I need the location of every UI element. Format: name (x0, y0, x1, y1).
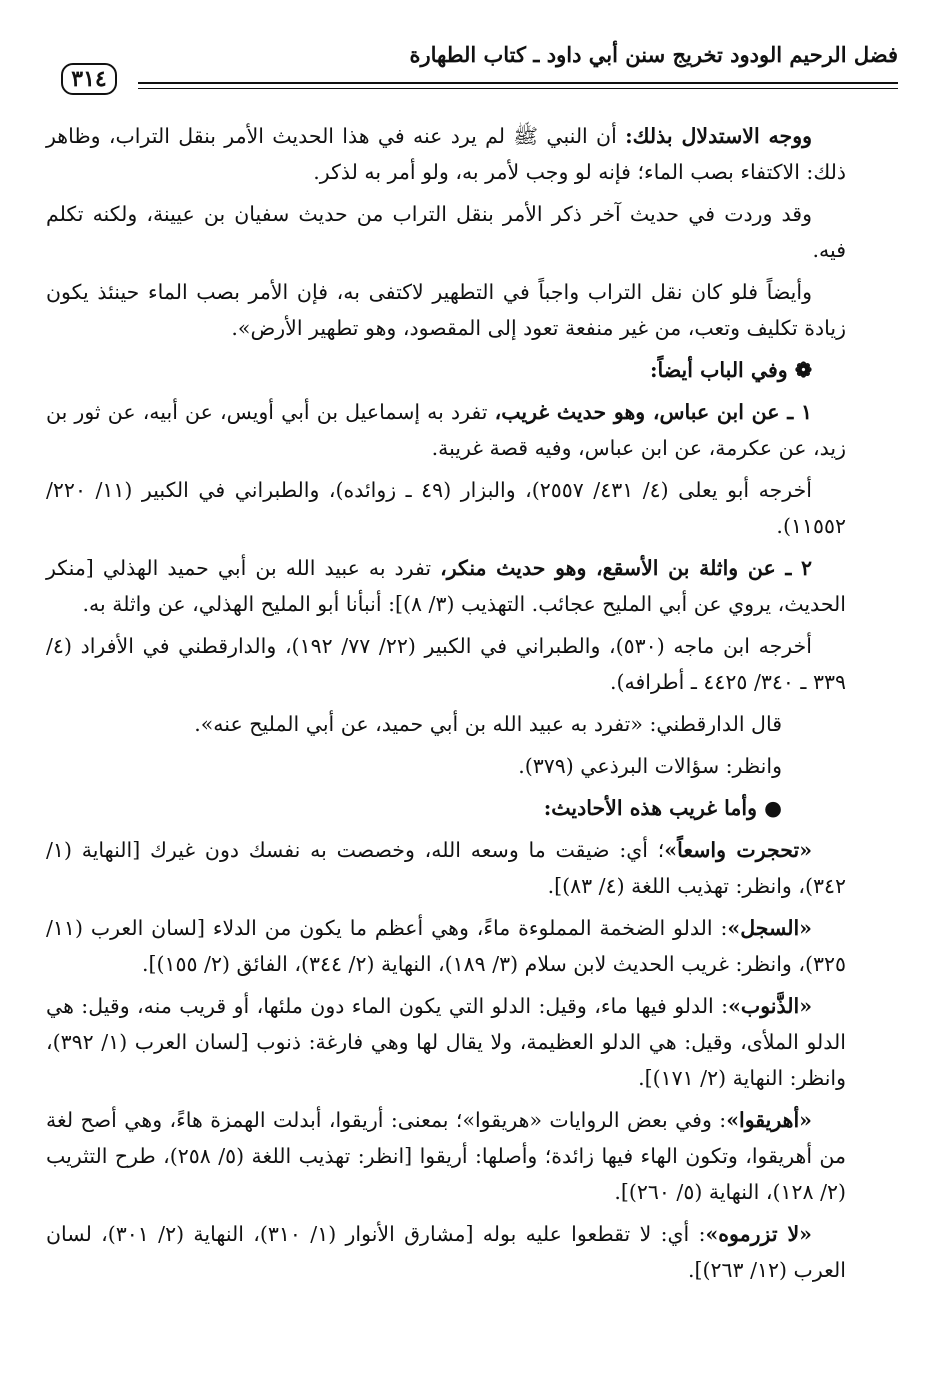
paragraph (46, 352, 846, 388)
paragraph-text: تفرد به عبيد الله بن أبي حميد الهذلي [منكر الحديث، يروي عن أبي المليح عجائب. التهذيب (٣/ ٨)]: أنبأنا أبو المليح الهذلي، عن واثلة به. (46, 556, 846, 616)
paragraph-heading: ١ ـ عن ابن عباس، وهو حديث غريب، (494, 400, 812, 424)
paragraph (46, 196, 846, 268)
page-body (46, 118, 846, 1294)
paragraph-text: تفرد به إسماعيل بن أبي أويس، عن أبيه، عن ثور بن زيد، عن عكرمة، عن ابن عباس، وفيه قصة غريبة. (46, 400, 846, 460)
paragraph-text: : الدلو فيها ماء، وقيل: الدلو التي يكون الماء دون ملئها، أو قريب منه، وقيل: هي الدلو الملأى، وقيل: هي الدلو العظيمة، ولا يقال لها وهي فارغة: ذنوب [لسان العرب (١/ ٣٩٢)، وانظر: النهاية (٢/ ١٧١)]. (46, 994, 846, 1090)
paragraph-heading: «أهريقوا» (726, 1108, 812, 1132)
paragraph-heading: ٢ ـ عن واثلة بن الأسقع، وهو حديث منكر، (440, 556, 812, 580)
paragraph (46, 1216, 846, 1288)
paragraph-text: وانظر: سؤالات البرذعي (٣٧٩). (518, 754, 782, 778)
paragraph (46, 1102, 846, 1210)
paragraph (46, 550, 846, 622)
page-header (40, 42, 898, 100)
paragraph (46, 274, 846, 346)
paragraph (46, 472, 846, 544)
paragraph (46, 832, 846, 904)
paragraph (46, 790, 782, 826)
paragraph-heading: ● وأما غريب هذه الأحاديث: (543, 796, 782, 820)
header-rule (40, 82, 898, 84)
paragraph (46, 394, 846, 466)
paragraph-text: ؛ أي: ضيقت ما وسعه الله، وخصصت به نفسك دون غيرك [النهاية (١/ ٣٤٢)، وانظر: تهذيب اللغة (٤/ ٨٣)]. (46, 838, 846, 898)
paragraph-text: : أي: لا تقطعوا عليه بوله [مشارق الأنوار (١/ ٣١٠)، النهاية (٢/ ٣٠١)، لسان العرب (١٢/ ٢٦٣)]. (46, 1222, 846, 1282)
paragraph-heading: ❁ وفي الباب أيضاً: (649, 358, 812, 382)
paragraph (46, 118, 846, 190)
header-rule-thin (40, 88, 898, 89)
paragraph-text: أخرجه ابن ماجه (٥٣٠)، والطبراني في الكبير (٢٢/ ٧٧/ ١٩٢)، والدارقطني في الأفراد (٤/ ٣٣٩ ـ ٣٤٠/ ٤٤٢٥ ـ أطرافه). (46, 634, 846, 694)
paragraph (46, 706, 782, 742)
paragraph-text: أخرجه أبو يعلى (٤/ ٤٣١/ ٢٥٥٧)، والبزار (٤٩ ـ زوائده)، والطبراني في الكبير (١١/ ٢٢٠/ ١١٥٥٢). (46, 478, 846, 538)
running-title: فضل الرحيم الودود تخريج سنن أبي داود ـ كتاب الطهارة (409, 42, 898, 67)
paragraph (46, 988, 846, 1096)
paragraph-heading: «تحجرت واسعاً» (664, 838, 813, 862)
paragraph-heading: «الذَّنوب» (728, 994, 812, 1018)
paragraph-text: وأيضاً فلو كان نقل التراب واجباً في التطهير لاكتفى به، فإن الأمر بصب الماء حينئذ يكون زيادة تكليف وتعب، من غير منفعة تعود إلى المقصود، وهو تطهير الأرض». (46, 280, 846, 340)
page-number: ٣١٤ (61, 63, 116, 95)
paragraph-heading: ووجه الاستدلال بذلك: (625, 124, 813, 148)
paragraph (46, 628, 846, 700)
paragraph-text: أن النبي ﷺ لم يرد عنه في هذا الحديث الأمر بنقل التراب، وظاهر ذلك: الاكتفاء بصب الماء؛ فإنه لو وجب لأمر به، ولو أمر به لذكر. (46, 124, 846, 184)
paragraph (46, 748, 782, 784)
page-number-ornament (40, 62, 138, 96)
paragraph-text: : وفي بعض الروايات «هريقوا»؛ بمعنى: أريقوا، أبدلت الهمزة هاءً، وهي أصح لغة من أهريقوا، وتكون الهاء فيها زائدة؛ وأصلها: أريقوا [انظر: تهذيب اللغة (٥/ ٢٥٨)، طرح التثريب (٢/ ١٢٨)، النهاية (٥/ ٢٦٠)]. (46, 1108, 847, 1204)
paragraph-heading: «السجل» (727, 916, 812, 940)
paragraph-text: قال الدارقطني: «تفرد به عبيد الله بن أبي حميد، عن أبي المليح عنه». (194, 712, 782, 736)
paragraph-text: وقد وردت في حديث آخر ذكر الأمر بنقل التراب من حديث سفيان بن عيينة، ولكنه تكلم فيه. (46, 202, 846, 262)
paragraph-heading: «لا تزرموه» (705, 1222, 812, 1246)
paragraph (46, 910, 846, 982)
paragraph-text: : الدلو الضخمة المملوءة ماءً، وهي أعظم ما يكون من الدلاء [لسان العرب (١١/ ٣٢٥)، وانظر: غريب الحديث لابن سلام (٣/ ١٨٩)، النهاية (٢/ ٣٤٤)، الفائق (٢/ ١٥٥)]. (46, 916, 846, 976)
